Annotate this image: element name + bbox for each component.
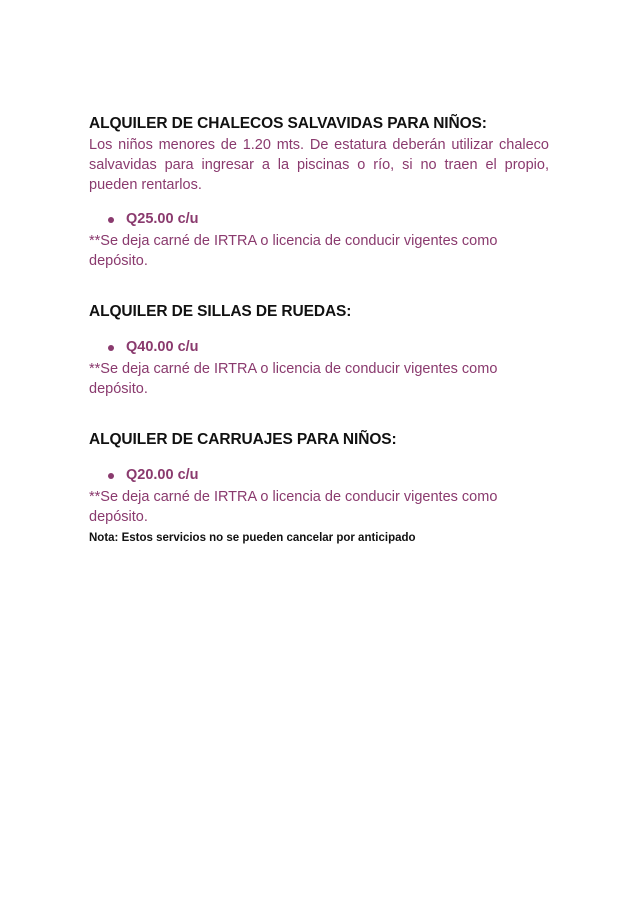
section-wheelchairs — [89, 301, 549, 399]
section-heading-strollers: ALQUILER DE CARRUAJES PARA NIÑOS: — [89, 431, 397, 448]
price-item — [108, 209, 549, 229]
price-list — [89, 465, 549, 485]
price-list — [89, 209, 549, 229]
life-vests-description: Los niños menores de 1.20 mts. De estatura deberán utilizar chaleco salvavidas para ingresar a la piscinas o río, si no traen el propio, pueden rentarlos. — [89, 137, 549, 193]
section-heading-wheelchairs: ALQUILER DE SILLAS DE RUEDAS: — [89, 303, 352, 320]
section-strollers — [89, 429, 549, 527]
price-label: Q25.00 c/u — [126, 211, 199, 227]
price-item — [108, 337, 549, 357]
cancellation-note: Nota: Estos servicios no se pueden cancelar por anticipado — [89, 532, 416, 544]
bullet-icon — [108, 345, 114, 351]
section-heading-life-vests: ALQUILER DE CHALECOS SALVAVIDAS PARA NIÑOS: — [89, 115, 487, 132]
section-life-vests — [89, 113, 549, 271]
deposit-note: **Se deja carné de IRTRA o licencia de conducir vigentes como depósito. — [89, 233, 498, 269]
bullet-icon — [108, 473, 114, 479]
document-content — [89, 113, 549, 546]
deposit-note: **Se deja carné de IRTRA o licencia de conducir vigentes como depósito. — [89, 361, 498, 397]
price-list — [89, 337, 549, 357]
price-label: Q20.00 c/u — [126, 467, 199, 483]
price-label: Q40.00 c/u — [126, 339, 199, 355]
price-item — [108, 465, 549, 485]
deposit-note: **Se deja carné de IRTRA o licencia de conducir vigentes como depósito. — [89, 489, 498, 525]
bullet-icon — [108, 217, 114, 223]
